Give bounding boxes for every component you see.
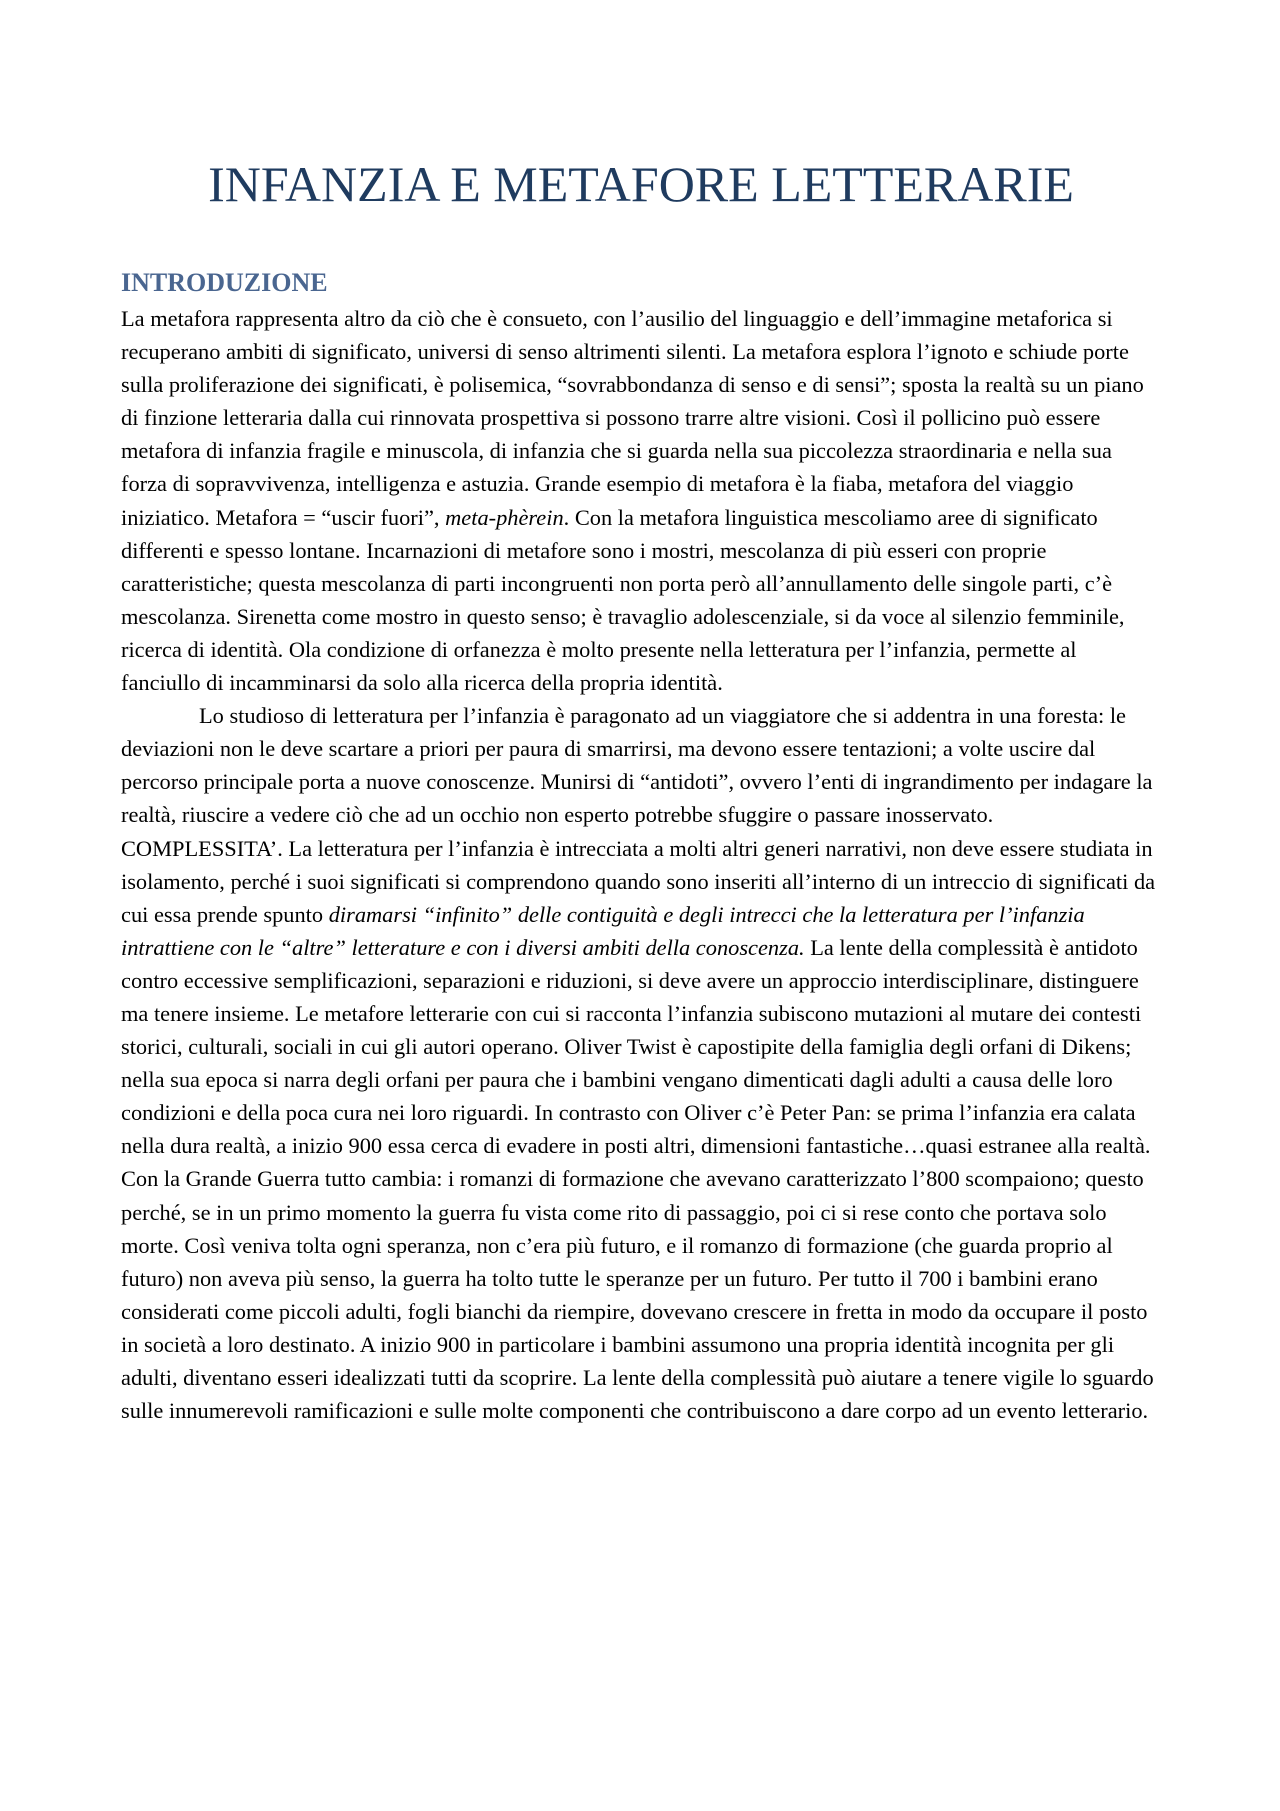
paragraph-2	[121, 699, 1161, 831]
paragraph-text: La metafora rappresenta altro da ciò che è consueto, con l’ausilio del linguaggio e dell’immagine metaforica si recuperano ambiti di significato, universi di senso altrimenti silenti. La metafora esplora l’ignoto e schiude porte sulla proliferazione dei significati, è polisemica, “sovrabbondanza di senso e di sensi”; sposta la realtà su un piano di finzione letteraria dalla cui rinnovata prospettiva si possono trarre altre visioni. Così il pollicino può essere metafora di infanzia fragile e minuscola, di infanzia che si guarda nella sua piccolezza straordinaria e nella sua forza di sopravvivenza, intelligenza e astuzia. Grande esempio di metafora è la fiaba, metafora del viaggio iniziatico. Metafora = “uscir fuori”,	[121, 306, 1144, 530]
document-body	[121, 302, 1161, 1427]
paragraph-1	[121, 302, 1161, 699]
paragraph-text: Lo studioso di letteratura per l’infanzia è paragonato ad un viaggiatore che si addentra in una foresta: le deviazioni non le deve scartare a priori per paura di smarrirsi, ma devono essere tentazioni; a volte uscire dal percorso principale porta a nuove conoscenze. Munirsi di “antidoti”, ovvero l’enti di ingrandimento per indagare la realtà, riuscire a vedere ciò che ad un occhio non esperto potrebbe sfuggire o passare inosservato.	[121, 703, 1153, 828]
paragraph-text: La lente della complessità è antidoto contro eccessive semplificazioni, separazioni e riduzioni, si deve avere un approccio interdisciplinare, distinguere ma tenere insieme. Le metafore letterarie con cui si racconta l’infanzia subiscono mutazioni al mutare dei contesti storici, culturali, sociali in cui gli autori operano. Oliver Twist è capostipite della famiglia degli orfani di Dikens; nella sua epoca si narra degli orfani per paura che i bambini vengano dimenticati dagli adulti a causa delle loro condizioni e della poca cura nei loro riguardi. In contrasto con Oliver c’è Peter Pan: se prima l’infanzia era calata nella dura realtà, a inizio 900 essa cerca di evadere in posti altri, dimensioni fantastiche…quasi estranee alla realtà. Con la Grande Guerra tutto cambia: i romanzi di formazione che avevano caratterizzato l’800 scompaiono; questo perché, se in un primo momento la guerra fu vista come rito di passaggio, poi ci si rese conto che portava solo morte. Così veniva tolta ogni speranza, non c’era più futuro, e il romanzo di formazione (che guarda proprio al futuro) non aveva più senso, la guerra ha tolto tutte le speranze per un futuro. Per tutto il 700 i bambini erano considerati come piccoli adulti, fogli bianchi da riempire, dovevano crescere in fretta in modo da occupare il posto in società a loro destinato. A inizio 900 in particolare i bambini assumono una propria identità incognita per gli adulti, diventano esseri idealizzati tutti da scoprire. La lente della complessità può aiutare a tenere vigile lo sguardo sulle innumerevoli ramificazioni e sulle molte componenti che contribuiscono a dare corpo ad un evento letterario.	[121, 934, 1154, 1424]
paragraph-text: . Con la metafora linguistica mescoliamo aree di significato differenti e spesso lontane. Incarnazioni di metafore sono i mostri, mescolanza di più esseri con proprie caratteristiche; questa mescolanza di parti incongruenti non porta però all’annullamento delle singole parti, c’è mescolanza. Sirenetta come mostro in questo senso; è travaglio adolescenziale, si da voce al silenzio femminile, ricerca di identità. Ola condizione di orfanezza è molto presente nella letteratura per l’infanzia, permette al fanciullo di incamminarsi da solo alla ricerca della propria identità.	[121, 504, 1125, 696]
paragraph-text-italic: meta-phèrein	[445, 504, 564, 530]
paragraph-3	[121, 832, 1161, 1428]
paragraph-text-italic: diramarsi “infinito” delle contiguità e degli intrecci che la letteratura per l’infanzia intrattiene con le “altre” letterature e con i diversi ambiti della conoscenza.	[121, 901, 1085, 960]
paragraph-text: COMPLESSITA’. La letteratura per l’infanzia è intrecciata a molti altri generi narrativi, non deve essere studiata in isolamento, perché i suoi significati si comprendono quando sono inseriti all’interno di un intreccio di significati da cui essa prende spunto	[121, 835, 1156, 927]
section-heading-introduzione: INTRODUZIONE	[121, 268, 328, 297]
document-title: INFANZIA E METAFORE LETTERARIE	[208, 156, 1074, 212]
